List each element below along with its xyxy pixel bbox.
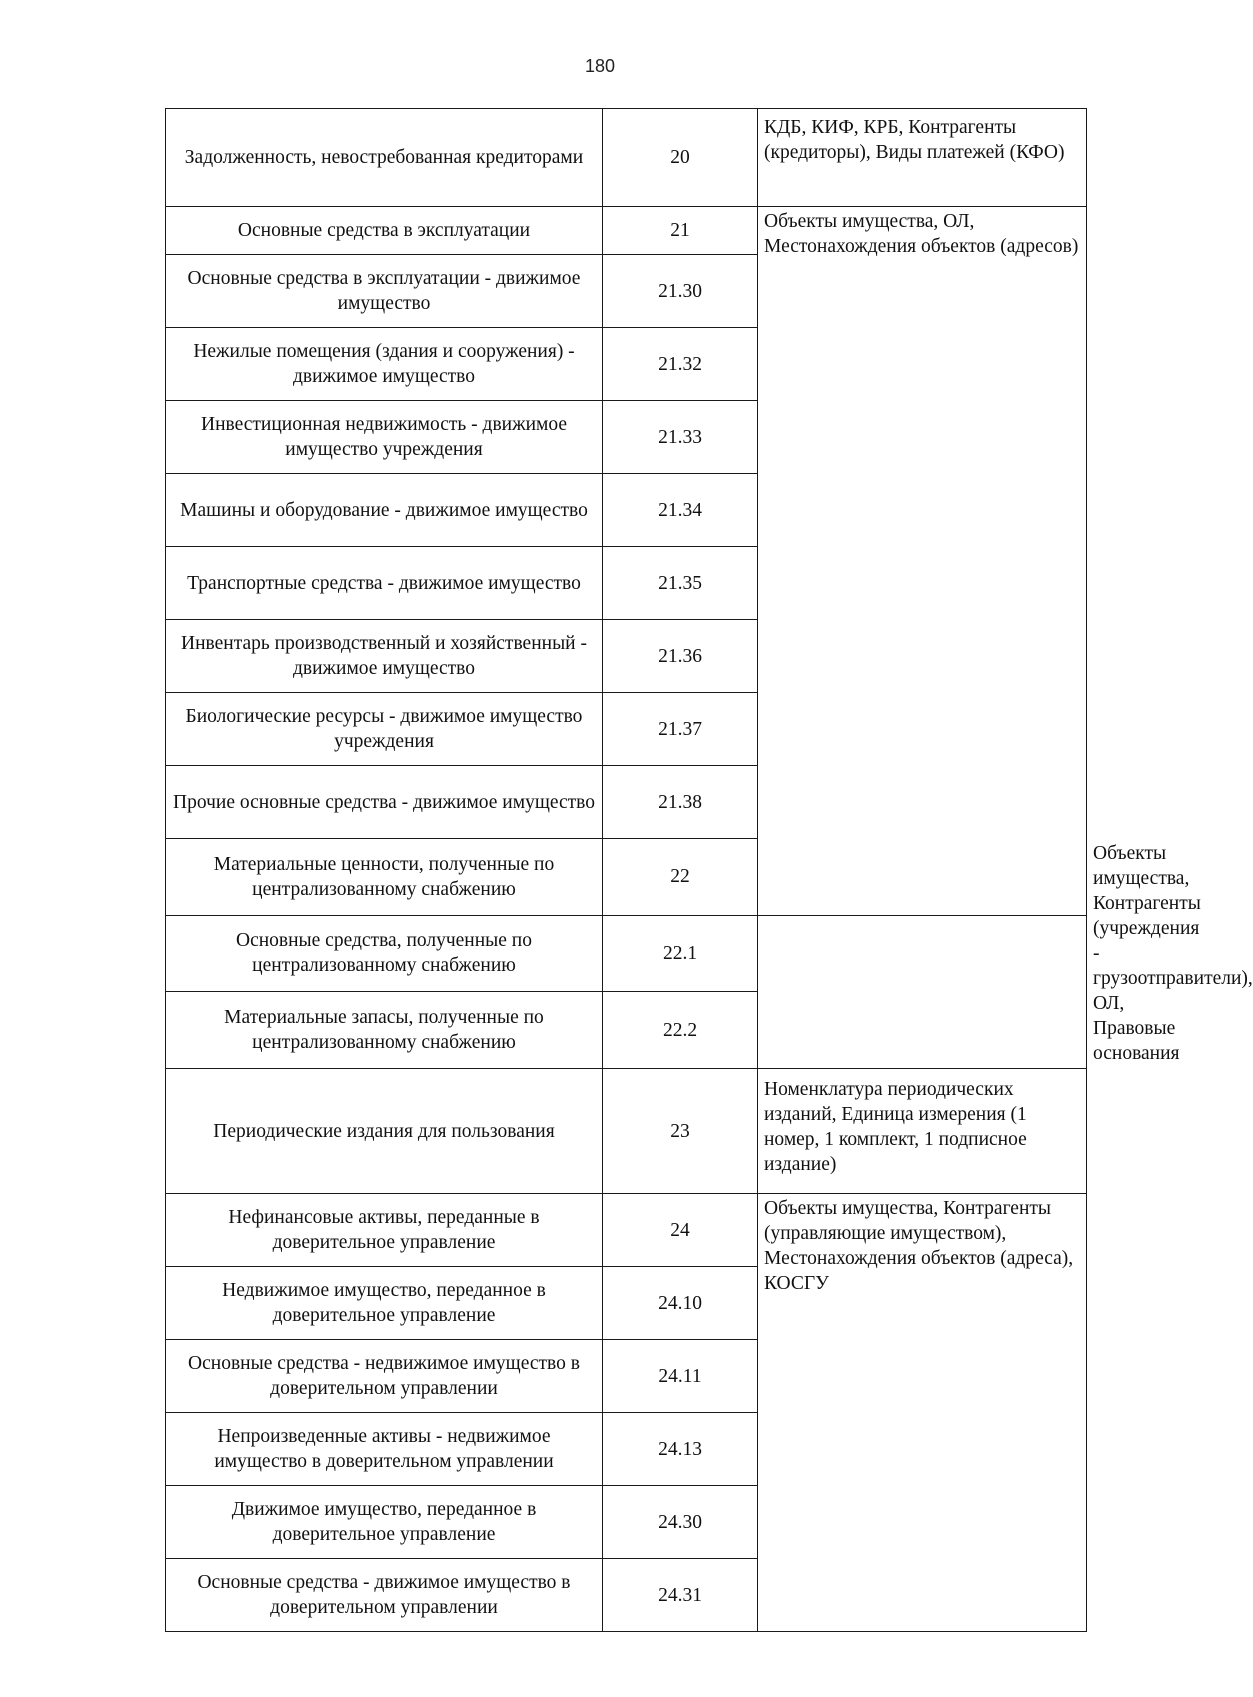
account-code: 21	[603, 207, 758, 255]
account-code: 24.10	[603, 1267, 758, 1340]
account-code: 21.34	[603, 474, 758, 547]
account-code: 24.13	[603, 1413, 758, 1486]
account-name: Основные средства - недвижимое имущество в доверительном управлении	[166, 1340, 603, 1413]
table-row	[166, 207, 1087, 255]
account-code: 21.38	[603, 766, 758, 839]
account-code: 21.32	[603, 328, 758, 401]
account-code: 24.11	[603, 1340, 758, 1413]
account-name: Периодические издания для пользования	[166, 1069, 603, 1194]
account-name: Основные средства - движимое имущество в доверительном управлении	[166, 1559, 603, 1632]
account-code: 21.37	[603, 693, 758, 766]
analytics-cell: Номенклатура периодических изданий, Единица измерения (1 номер, 1 комплект, 1 подписное издание)	[758, 1069, 1087, 1194]
account-code: 21.35	[603, 547, 758, 620]
account-name: Транспортные средства - движимое имущество	[166, 547, 603, 620]
account-code: 21.33	[603, 401, 758, 474]
table-row	[166, 992, 1087, 1069]
account-name: Материальные запасы, полученные по централизованному снабжению	[166, 992, 603, 1069]
account-code: 22	[603, 839, 758, 916]
account-name: Основные средства, полученные по централизованному снабжению	[166, 915, 603, 992]
account-name: Нежилые помещения (здания и сооружения) - движимое имущество	[166, 328, 603, 401]
accounts-table	[165, 108, 1253, 1632]
account-name: Движимое имущество, переданное в доверительное управление	[166, 1486, 603, 1559]
account-name: Основные средства в эксплуатации	[166, 207, 603, 255]
account-name: Материальные ценности, полученные по централизованному снабжению	[166, 839, 603, 916]
table-row	[166, 1069, 1087, 1194]
account-code: 24.31	[603, 1559, 758, 1632]
account-code: 24.30	[603, 1486, 758, 1559]
account-name: Основные средства в эксплуатации - движимое имущество	[166, 255, 603, 328]
account-name: Инвестиционная недвижимость - движимое имущество учреждения	[166, 401, 603, 474]
account-name: Биологические ресурсы - движимое имущество учреждения	[166, 693, 603, 766]
analytics-cell: КДБ, КИФ, КРБ, Контрагенты (кредиторы), Виды платежей (КФО)	[758, 109, 1087, 207]
table-row	[166, 915, 1087, 992]
account-name: Задолженность, невостребованная кредиторами	[166, 109, 603, 207]
account-name: Машины и оборудование - движимое имущество	[166, 474, 603, 547]
analytics-cell: Объекты имущества, ОЛ, Местонахождения объектов (адресов)	[758, 207, 1087, 916]
table-row	[166, 109, 1087, 207]
account-code: 23	[603, 1069, 758, 1194]
account-code: 21.30	[603, 255, 758, 328]
account-name: Непроизведенные активы - недвижимое имущество в доверительном управлении	[166, 1413, 603, 1486]
account-code: 22.1	[603, 915, 758, 992]
account-code: 22.2	[603, 992, 758, 1069]
account-code: 20	[603, 109, 758, 207]
page-number: 180	[584, 56, 616, 76]
account-code: 24	[603, 1194, 758, 1267]
table-row: Материальные ценности, полученные по централизованному снабжению 22 Объекты имущества, Контрагенты (учреждения - грузоотправители), ОЛ, Правовые основания	[166, 839, 1087, 916]
account-code: 21.36	[603, 620, 758, 693]
account-name: Нефинансовые активы, переданные в доверительное управление	[166, 1194, 603, 1267]
analytics-cell: Объекты имущества, Контрагенты (управляющие имуществом), Местонахождения объектов (адреса), КОСГУ	[758, 1194, 1087, 1632]
account-name: Инвентарь производственный и хозяйственный - движимое имущество	[166, 620, 603, 693]
table-row	[166, 1194, 1087, 1267]
account-name: Прочие основные средства - движимое имущество	[166, 766, 603, 839]
account-name: Недвижимое имущество, переданное в доверительное управление	[166, 1267, 603, 1340]
